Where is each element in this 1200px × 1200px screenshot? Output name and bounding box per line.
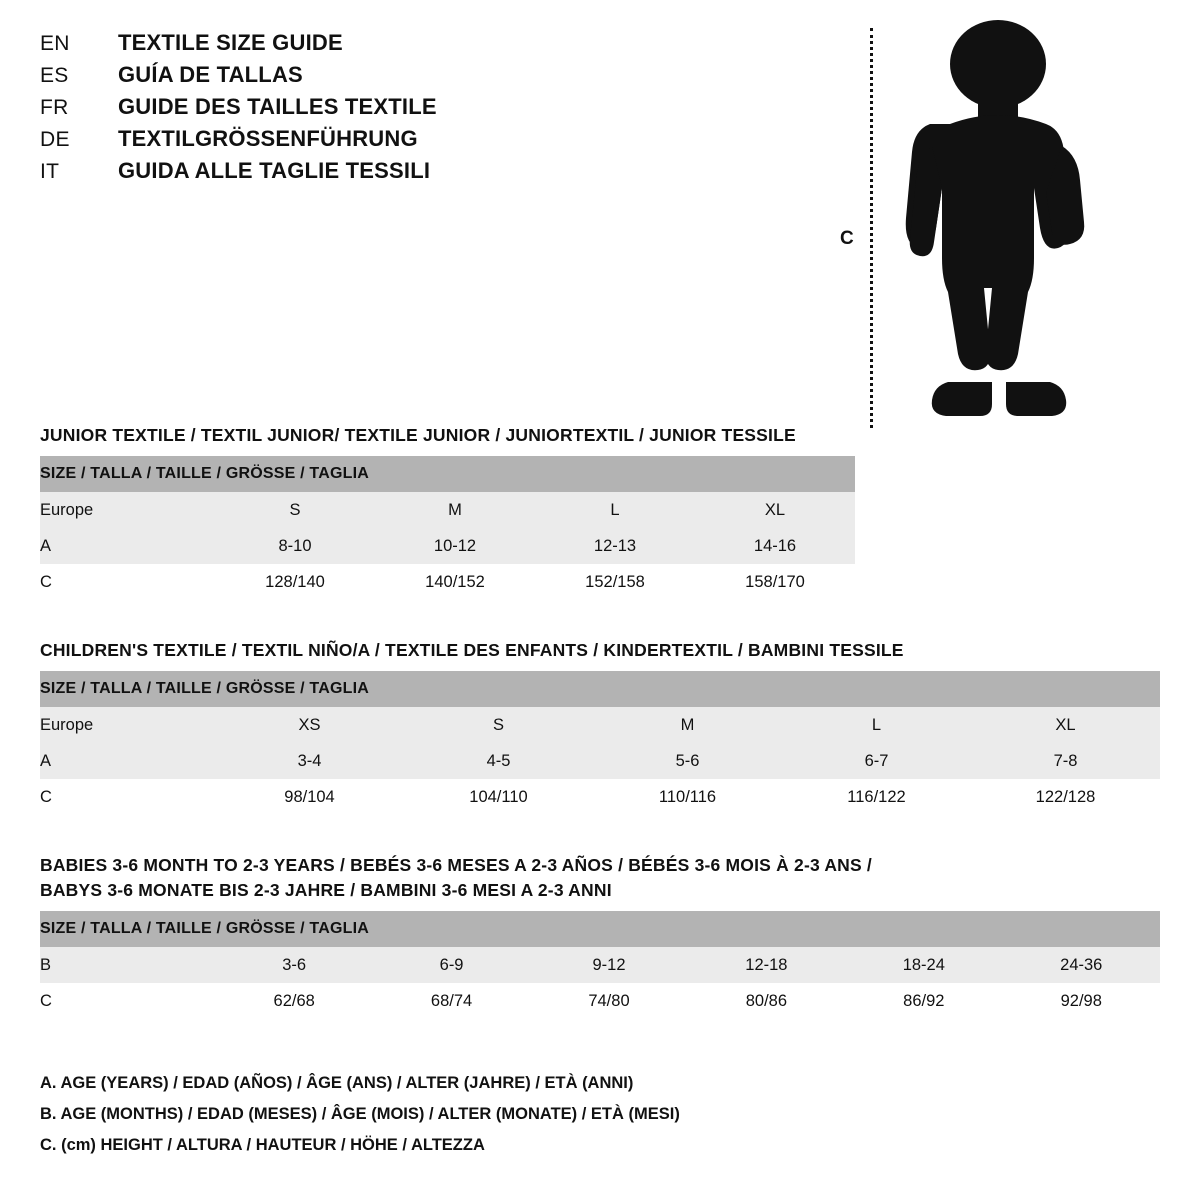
table-header-label: SIZE / TALLA / TAILLE / GRÖSSE / TAGLIA: [40, 671, 1160, 707]
language-row: [40, 30, 600, 62]
language-row: [40, 94, 600, 126]
cell-value: L: [782, 707, 971, 743]
row-label: A: [40, 743, 215, 779]
height-dotted-line: [870, 28, 873, 428]
language-row: [40, 126, 600, 158]
table-row: [40, 492, 855, 528]
section-babies-textile: [40, 855, 1160, 1019]
table-row: [40, 947, 1160, 983]
table-header-row: [40, 456, 855, 492]
cell-value: 122/128: [971, 779, 1160, 815]
table-row: [40, 743, 1160, 779]
cell-value: XS: [215, 707, 404, 743]
cell-value: 10-12: [375, 528, 535, 564]
cell-value: 14-16: [695, 528, 855, 564]
language-row: [40, 158, 600, 190]
language-row: [40, 62, 600, 94]
cell-value: M: [593, 707, 782, 743]
legend-block: [40, 1068, 680, 1161]
cell-value: 158/170: [695, 564, 855, 600]
legend-line-a: A. AGE (YEARS) / EDAD (AÑOS) / ÂGE (ANS) / ALTER (JAHRE) / ETÀ (ANNI): [40, 1074, 634, 1092]
height-measure-label: C: [840, 228, 854, 249]
language-title: GUIDE DES TAILLES TEXTILE: [118, 94, 437, 119]
cell-value: L: [535, 492, 695, 528]
cell-value: 12-13: [535, 528, 695, 564]
cell-value: 12-18: [688, 947, 845, 983]
cell-value: S: [404, 707, 593, 743]
row-label: Europe: [40, 707, 215, 743]
babies-size-table: [40, 911, 1160, 1019]
cell-value: 24-36: [1003, 947, 1161, 983]
language-code: FR: [40, 96, 69, 119]
cell-value: 6-7: [782, 743, 971, 779]
cell-value: 110/116: [593, 779, 782, 815]
legend-line-b: B. AGE (MONTHS) / EDAD (MESES) / ÂGE (MOIS) / ALTER (MONATE) / ETÀ (MESI): [40, 1105, 680, 1123]
cell-value: 98/104: [215, 779, 404, 815]
section-junior-textile: [40, 425, 855, 600]
cell-value: 86/92: [845, 983, 1002, 1019]
cell-value: 92/98: [1003, 983, 1161, 1019]
language-title-block: [40, 30, 600, 190]
cell-value: 62/68: [215, 983, 372, 1019]
section-title-line1: BABIES 3-6 MONTH TO 2-3 YEARS / BEBÉS 3-6 MESES A 2-3 AÑOS / BÉBÉS 3-6 MOIS À 2-3 ANS /: [40, 855, 872, 875]
language-title: GUÍA DE TALLAS: [118, 62, 303, 87]
legend-line-c: C. (cm) HEIGHT / ALTURA / HAUTEUR / HÖHE / ALTEZZA: [40, 1136, 485, 1154]
table-header-row: [40, 911, 1160, 947]
language-code: DE: [40, 128, 70, 151]
language-code: IT: [40, 160, 60, 183]
cell-value: M: [375, 492, 535, 528]
table-row: [40, 528, 855, 564]
cell-value: S: [215, 492, 375, 528]
language-code: EN: [40, 32, 70, 55]
row-label: C: [40, 983, 215, 1019]
cell-value: 74/80: [530, 983, 687, 1019]
measurement-figure: [840, 10, 1140, 430]
row-label: Europe: [40, 492, 215, 528]
language-title: TEXTILGRÖSSENFÜHRUNG: [118, 126, 418, 151]
cell-value: 3-6: [215, 947, 372, 983]
cell-value: XL: [695, 492, 855, 528]
row-label: A: [40, 528, 215, 564]
language-code: ES: [40, 64, 69, 87]
cell-value: 8-10: [215, 528, 375, 564]
section-title: JUNIOR TEXTILE / TEXTIL JUNIOR/ TEXTILE JUNIOR / JUNIORTEXTIL / JUNIOR TESSILE: [40, 425, 796, 445]
row-label: B: [40, 947, 215, 983]
section-children-textile: [40, 640, 1160, 815]
section-title-line2: BABYS 3-6 MONATE BIS 2-3 JAHRE / BAMBINI 3-6 MESI A 2-3 ANNI: [40, 880, 612, 900]
table-row: [40, 779, 1160, 815]
children-size-table: [40, 671, 1160, 815]
section-title: CHILDREN'S TEXTILE / TEXTIL NIÑO/A / TEXTILE DES ENFANTS / KINDERTEXTIL / BAMBINI TESSILE: [40, 640, 904, 660]
table-header-row: [40, 671, 1160, 707]
cell-value: 152/158: [535, 564, 695, 600]
language-title: TEXTILE SIZE GUIDE: [118, 30, 343, 55]
table-row: [40, 707, 1160, 743]
table-header-label: SIZE / TALLA / TAILLE / GRÖSSE / TAGLIA: [40, 911, 1160, 947]
language-title: GUIDA ALLE TAGLIE TESSILI: [118, 158, 431, 183]
table-header-label: SIZE / TALLA / TAILLE / GRÖSSE / TAGLIA: [40, 456, 855, 492]
cell-value: 18-24: [845, 947, 1002, 983]
cell-value: 6-9: [373, 947, 530, 983]
cell-value: 7-8: [971, 743, 1160, 779]
cell-value: XL: [971, 707, 1160, 743]
row-label: C: [40, 564, 215, 600]
section-title: [40, 855, 1160, 901]
cell-value: 140/152: [375, 564, 535, 600]
cell-value: 3-4: [215, 743, 404, 779]
table-row: [40, 564, 855, 600]
row-label: C: [40, 779, 215, 815]
cell-value: 116/122: [782, 779, 971, 815]
cell-value: 9-12: [530, 947, 687, 983]
cell-value: 5-6: [593, 743, 782, 779]
junior-size-table: [40, 456, 855, 600]
cell-value: 128/140: [215, 564, 375, 600]
cell-value: 80/86: [688, 983, 845, 1019]
cell-value: 68/74: [373, 983, 530, 1019]
child-silhouette-icon: [890, 16, 1110, 426]
cell-value: 4-5: [404, 743, 593, 779]
table-row: [40, 983, 1160, 1019]
cell-value: 104/110: [404, 779, 593, 815]
